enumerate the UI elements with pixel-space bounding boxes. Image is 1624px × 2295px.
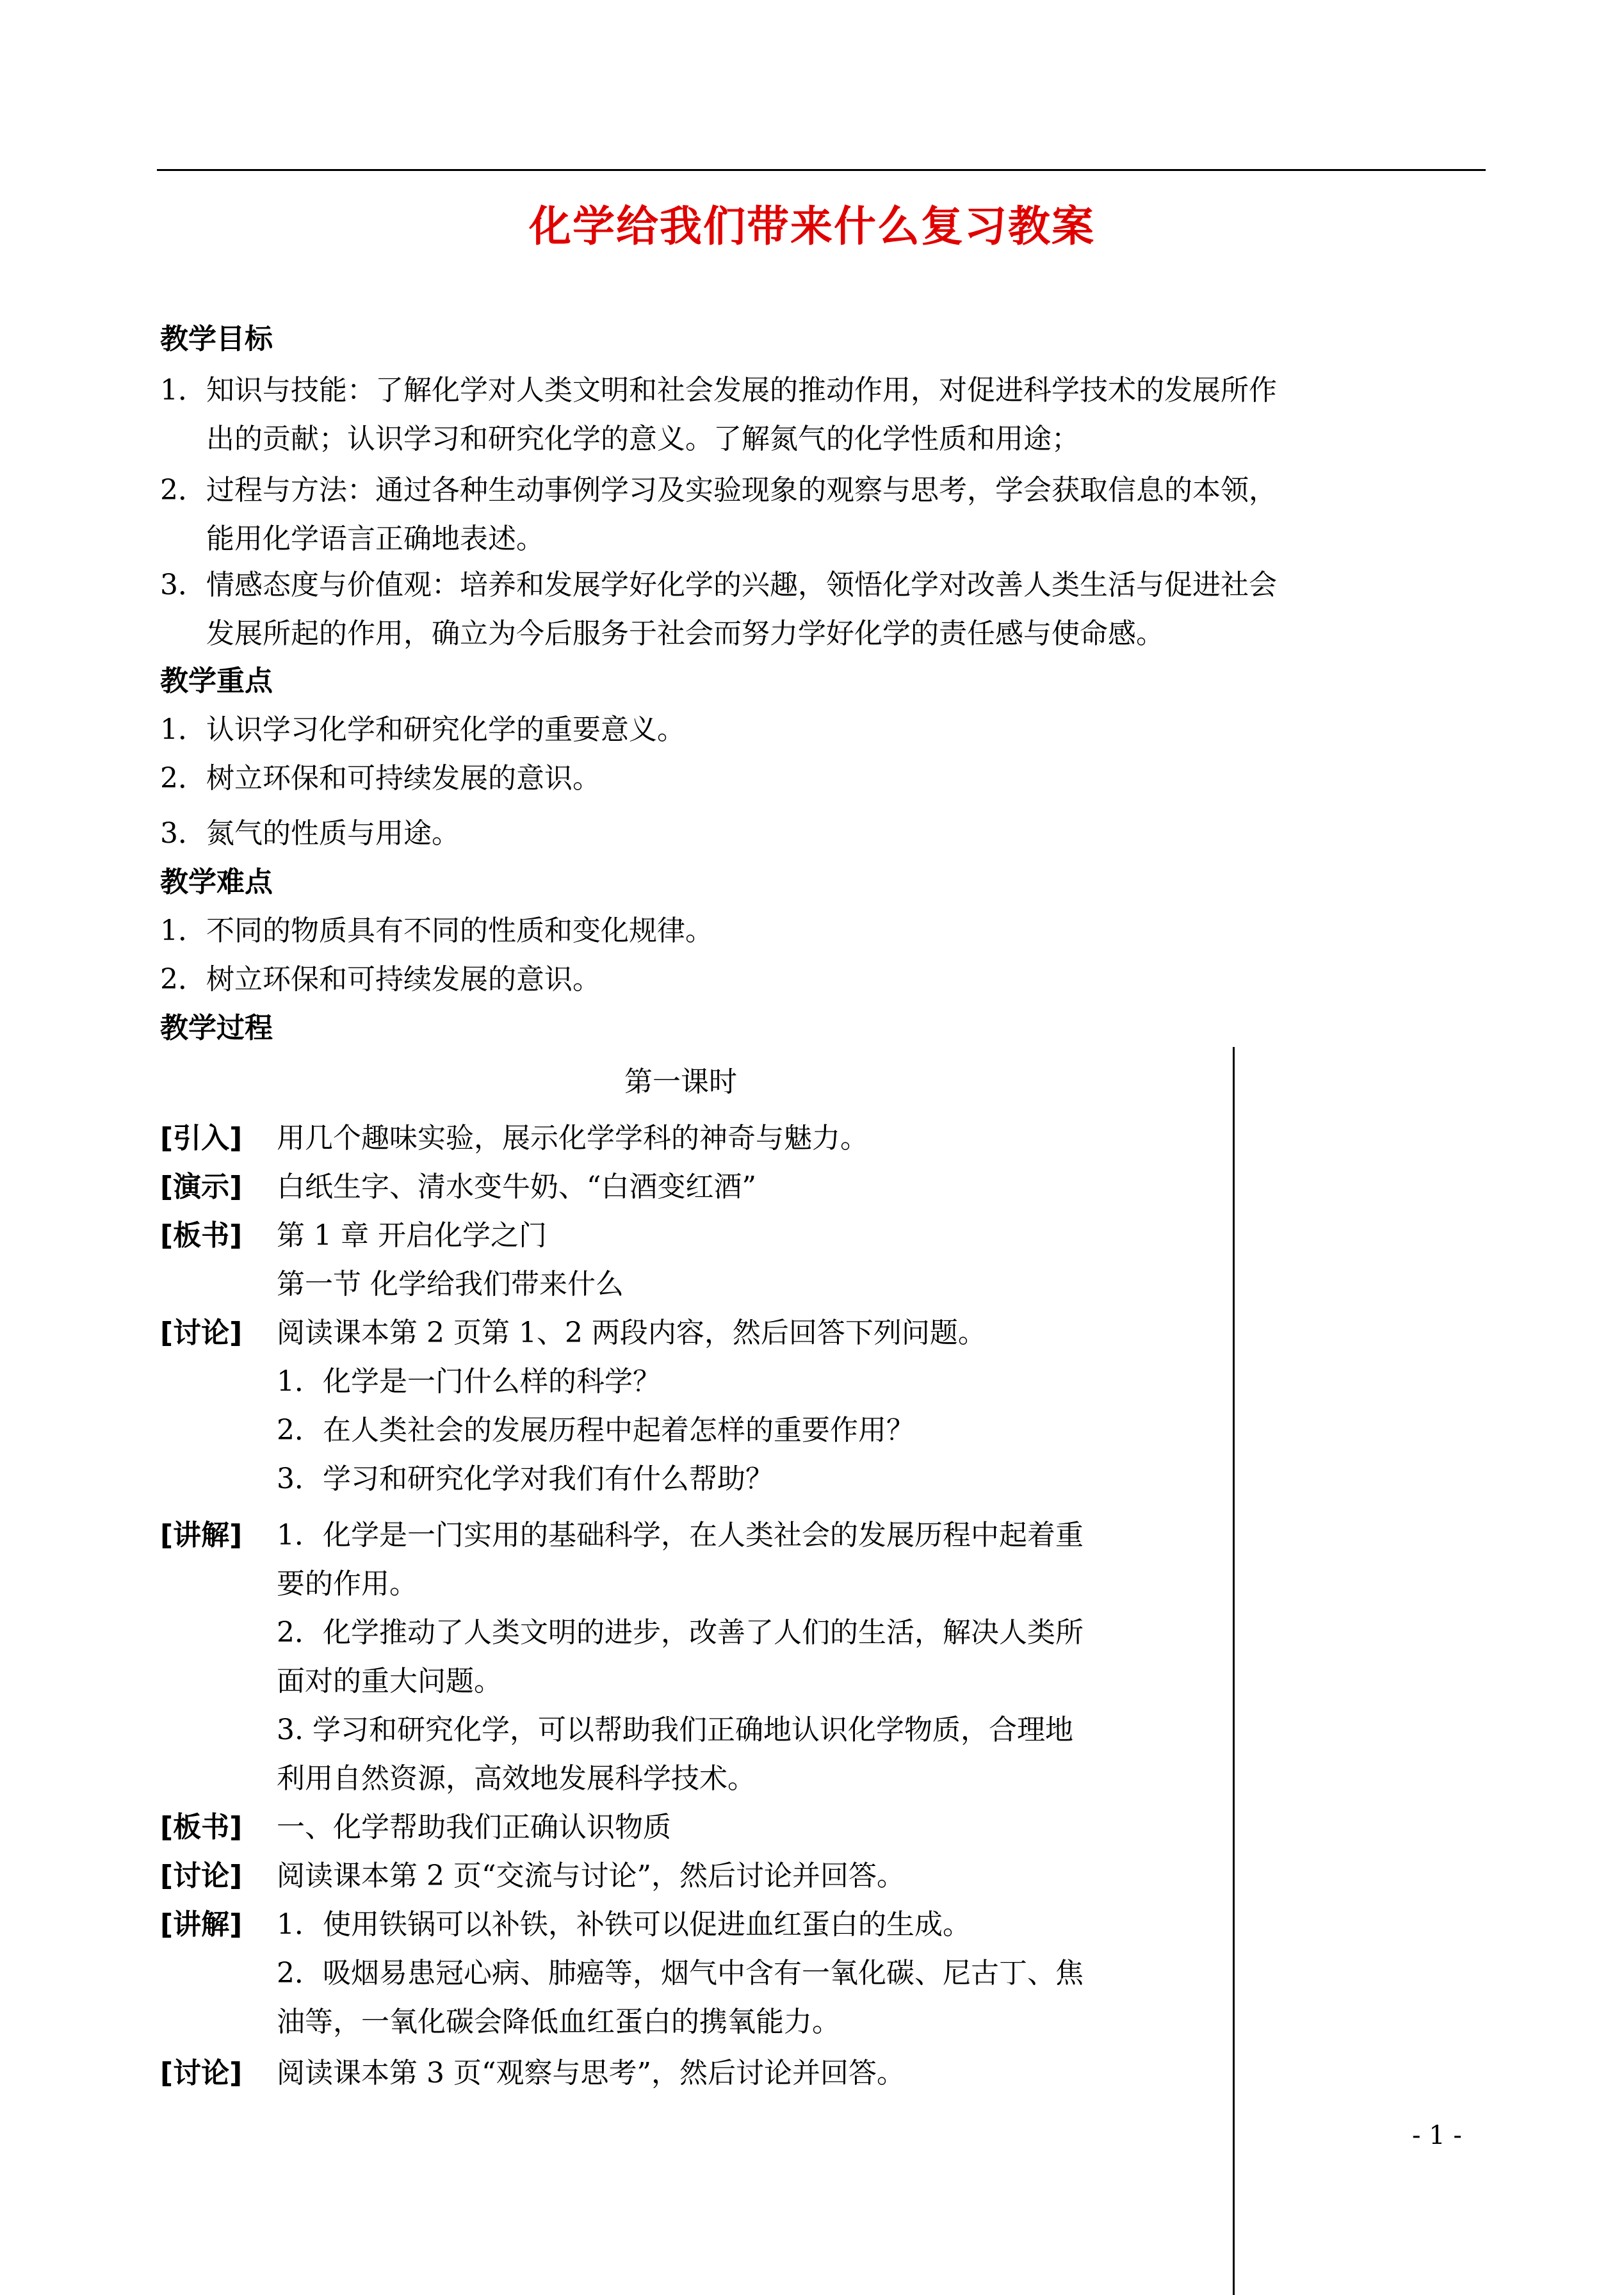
entry-tag: [演示] [160, 1171, 243, 1203]
entry-tag: [讨论] [160, 2057, 243, 2089]
column-rule [1233, 1047, 1235, 2295]
objective-line: 3．情感态度与价值观：培养和发展学好化学的兴趣，领悟化学对改善人类生活与促进社会 [160, 569, 1277, 601]
entry-text: 用几个趣味实验，展示化学学科的神奇与魅力。 [277, 1122, 868, 1155]
objective-line: 1．知识与技能：了解化学对人类文明和社会发展的推动作用，对促进科学技术的发展所作 [160, 374, 1277, 407]
entry-tag: [讨论] [160, 1317, 243, 1349]
entry-text: 1．化学是一门什么样的科学？ [277, 1365, 661, 1398]
entry-text: 2．吸烟易患冠心病、肺癌等，烟气中含有一氧化碳、尼古丁、焦 [277, 1957, 1084, 1990]
entry-text: 阅读课本第 2 页“交流与讨论”，然后讨论并回答。 [277, 1860, 905, 1892]
entry-text: 面对的重大问题。 [277, 1665, 502, 1698]
key-points-heading: 教学重点 [160, 665, 273, 697]
entry-text: 白纸生字、清水变牛奶、“白酒变红酒” [277, 1171, 756, 1203]
entry-text: 3. 学习和研究化学，可以帮助我们正确地认识化学物质，合理地 [277, 1714, 1073, 1746]
entry-text: 阅读课本第 3 页“观察与思考”，然后讨论并回答。 [277, 2057, 905, 2089]
entry-text: 1．化学是一门实用的基础科学，在人类社会的发展历程中起着重 [277, 1519, 1084, 1552]
entry-tag: [板书] [160, 1219, 243, 1252]
lesson-label: 第一课时 [624, 1066, 737, 1098]
entry-text: 利用自然资源，高效地发展科学技术。 [277, 1762, 756, 1795]
entry-text: 第 1 章 开启化学之门 [277, 1219, 547, 1252]
entry-text: 第一节 化学给我们带来什么 [277, 1268, 624, 1301]
process-heading: 教学过程 [160, 1012, 273, 1044]
entry-tag: [引入] [160, 1122, 243, 1155]
objective-line: 发展所起的作用，确立为今后服务于社会而努力学好化学的责任感与使命感。 [206, 617, 1164, 650]
header-rule [157, 169, 1486, 171]
entry-tag: [讲解] [160, 1908, 243, 1941]
difficulty-line: 2．树立环保和可持续发展的意识。 [160, 963, 601, 996]
entry-tag: [讨论] [160, 1860, 243, 1892]
difficulty-line: 1．不同的物质具有不同的性质和变化规律。 [160, 914, 713, 947]
objective-line: 出的贡献；认识学习和研究化学的意义。了解氮气的化学性质和用途； [206, 423, 1080, 455]
key-point-line: 2．树立环保和可持续发展的意识。 [160, 762, 601, 795]
key-point-line: 3．氮气的性质与用途。 [160, 817, 460, 850]
page-title: 化学给我们带来什么复习教案 [529, 201, 1095, 251]
entry-text: 2．在人类社会的发展历程中起着怎样的重要作用？ [277, 1414, 914, 1447]
objectives-heading: 教学目标 [160, 323, 273, 355]
key-point-line: 1．认识学习化学和研究化学的重要意义。 [160, 713, 685, 746]
entry-text: 油等，一氧化碳会降低血红蛋白的携氧能力。 [277, 2006, 840, 2038]
entry-text: 阅读课本第 2 页第 1、2 两段内容，然后回答下列问题。 [277, 1317, 986, 1349]
entry-text: 要的作用。 [277, 1568, 418, 1600]
objective-line: 能用化学语言正确地表述。 [206, 523, 544, 555]
entry-tag: [板书] [160, 1811, 243, 1844]
entry-tag: [讲解] [160, 1519, 243, 1552]
entry-text: 2．化学推动了人类文明的进步，改善了人们的生活，解决人类所 [277, 1616, 1084, 1649]
difficulties-heading: 教学难点 [160, 866, 273, 898]
page-number: - 1 - [1412, 2121, 1462, 2150]
entry-text: 一、化学帮助我们正确认识物质 [277, 1811, 671, 1844]
entry-text: 3．学习和研究化学对我们有什么帮助？ [277, 1463, 774, 1495]
entry-text: 1．使用铁锅可以补铁，补铁可以促进血红蛋白的生成。 [277, 1908, 971, 1941]
objective-line: 2．过程与方法：通过各种生动事例学习及实验现象的观察与思考，学会获取信息的本领， [160, 474, 1277, 507]
